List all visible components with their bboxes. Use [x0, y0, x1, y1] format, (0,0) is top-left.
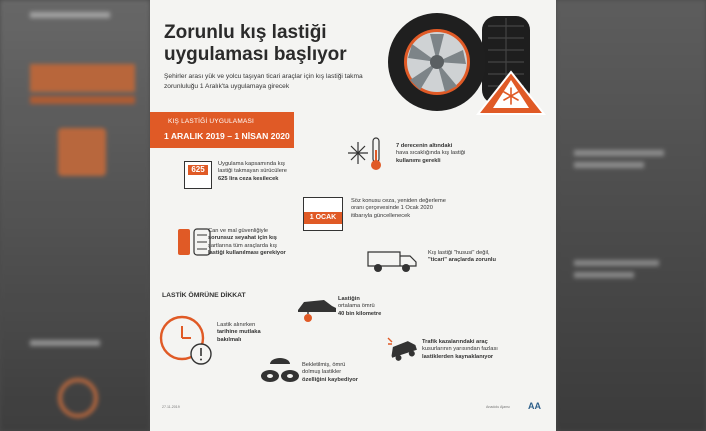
stacked-tires-icon [260, 350, 300, 384]
accident-car-icon [386, 334, 420, 364]
blur-clock [58, 378, 98, 418]
blur-text [30, 12, 110, 18]
fact-line: Lastiğin [338, 296, 360, 302]
blur-text [574, 272, 634, 278]
fact-line: lastiği kullanılması gerekiyor [208, 250, 286, 257]
safety-fact [208, 228, 286, 258]
aa-logo: AA [528, 401, 541, 411]
infographic-card [150, 0, 556, 431]
fact-line: kullanımı gerekli [396, 157, 441, 164]
fact-line: Kış lastiği "hususi" değil, [428, 250, 490, 256]
thermometer-snow-icon [346, 136, 388, 172]
fact-line: Uygulama kapsamında kış [218, 161, 286, 167]
band-label: KIŞ LASTİĞİ UYGULAMASI [168, 118, 255, 125]
fine-fact [218, 161, 287, 183]
title-line: Zorunlu kış lastiği [164, 22, 327, 43]
fact-line: Can ve mal güvenliğiyle [208, 228, 269, 234]
fact-line: bakılmalı [217, 336, 242, 343]
fact-line: lastiklerden kaynaklanıyor [422, 353, 494, 360]
fact-line: ortalama ömrü [338, 303, 375, 310]
fine-ticket-icon [184, 161, 212, 189]
band-dates: 1 ARALIK 2019 – 1 NİSAN 2020 [164, 131, 290, 141]
tires-illustration [380, 12, 550, 117]
date-check-fact [217, 322, 261, 344]
van-icon [366, 246, 418, 274]
background-blur-right [556, 0, 706, 431]
fact-line: dolmuş lastikler [302, 369, 342, 376]
fine-badge: 625 [188, 165, 208, 175]
subtitle: Şehirler arası yük ve yolcu taşıyan ticari araçlar için kış lastiği takma zorunluluğu 1 Aralık'ta uygulamaya girecek [164, 73, 363, 90]
fact-line: Trafik kazalarındaki araç [422, 339, 488, 345]
blur-text [574, 150, 664, 156]
temperature-fact [396, 143, 465, 165]
fact-line: 7 derecenin altındaki [396, 143, 453, 149]
aged-tires-fact [302, 362, 358, 384]
fact-line: Söz konusu ceza, yeniden değerleme [351, 198, 446, 204]
date-fact [351, 198, 446, 220]
fact-line: hava sıcaklığında kış lastiği [396, 150, 466, 157]
fact-line: sorunsuz seyahat için kış [208, 235, 277, 242]
calendar-icon [303, 197, 343, 231]
blur-text [574, 162, 644, 168]
fact-line: 40 bin kilometre [338, 310, 382, 317]
fact-line: Bekletilmiş, ömrü [302, 362, 346, 368]
fact-line: "ticari" araçlarda zorunlu [428, 257, 496, 264]
title-line: uygulaması başlıyor [164, 44, 347, 65]
blur-tile [58, 128, 106, 176]
fact-line: tarihine mutlaka [217, 329, 261, 336]
calendar-label: 1 OCAK [304, 212, 342, 224]
footer-date: 27.11.2019 [162, 405, 180, 409]
blur-text [30, 340, 100, 346]
footer-source: Anadolu Ajansı [486, 405, 510, 409]
tire-life-fact [338, 296, 381, 318]
fact-line: itibarıyla güncellenecek [351, 212, 411, 219]
accident-fact [422, 339, 498, 361]
fact-line: şartlarına tüm araçlarda kış [208, 242, 277, 249]
fact-line: kusurlarının yarısından fazlası [422, 346, 498, 353]
van-fact [428, 250, 496, 265]
background-blur-left [0, 0, 150, 431]
fact-line: Lastik alınırken [217, 322, 256, 328]
page-title [164, 22, 384, 66]
fact-line: lastiği takmayan sürücülere [218, 168, 287, 175]
clock-warning-icon [158, 314, 212, 366]
car-lift-icon [296, 294, 338, 324]
fact-line: özelliğini kaybediyor [302, 376, 358, 383]
blur-text [574, 260, 659, 266]
blur-band [30, 64, 135, 92]
section-title: LASTİK ÖMRÜNE DİKKAT [162, 292, 246, 299]
fact-line: oranı çerçevesinde 1 Ocak 2020 [351, 205, 433, 212]
blur-band [30, 96, 135, 104]
fact-line: 625 lira ceza kesilecek [218, 175, 279, 182]
